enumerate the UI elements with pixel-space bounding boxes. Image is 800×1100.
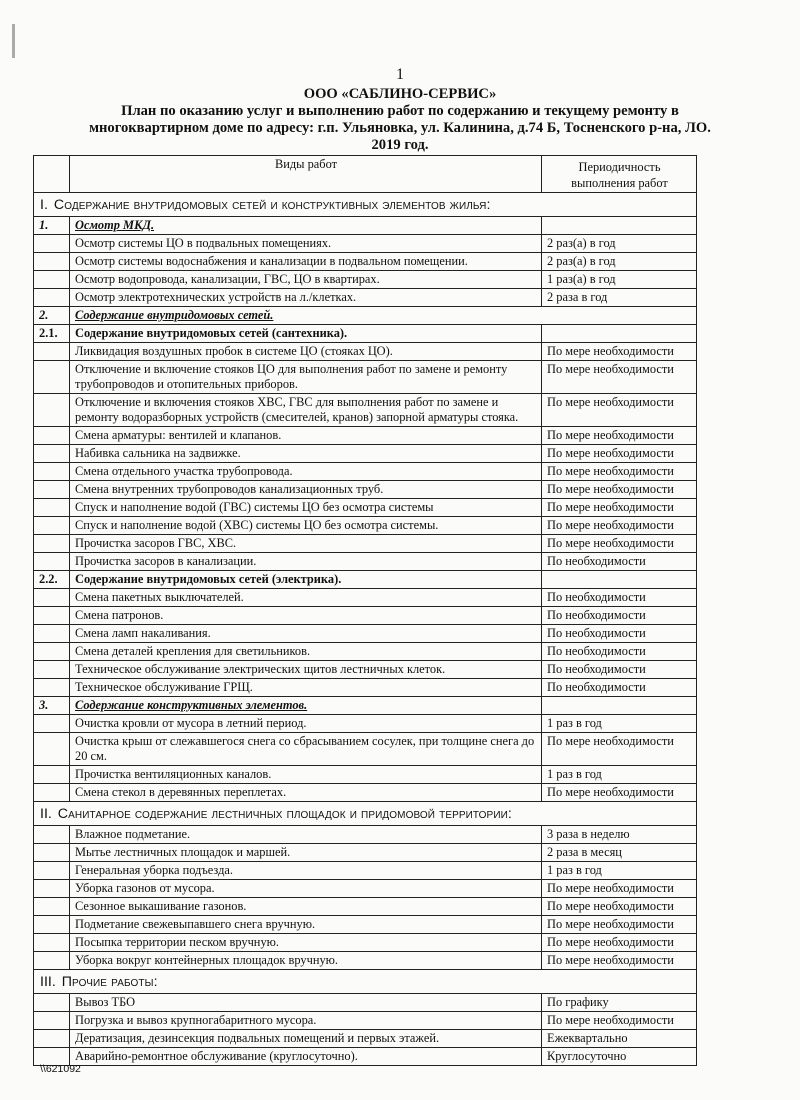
row-num-cell: [34, 994, 70, 1012]
row-num-cell: [34, 826, 70, 844]
row-num-cell: [34, 898, 70, 916]
plan-title-line: План по оказанию услуг и выполнению работ по содержанию и текущему ремонту в: [121, 103, 679, 119]
work-cell: Смена арматуры: вентилей и клапанов.: [70, 427, 542, 445]
row-num-cell: [34, 916, 70, 934]
table-row: [34, 517, 697, 535]
company-name: ООО «САБЛИНО-СЕРВИС»: [303, 86, 497, 102]
table-row: [34, 934, 697, 952]
row-num-cell: [34, 427, 70, 445]
table-row: [34, 1012, 697, 1030]
period-cell: По мере необходимости: [542, 427, 697, 445]
work-cell: Набивка сальника на задвижке.: [70, 445, 542, 463]
works-table: [33, 155, 697, 1066]
table-row: [34, 916, 697, 934]
subsection-period-empty: [542, 325, 697, 343]
period-cell: По мере необходимости: [542, 394, 697, 427]
work-cell: Техническое обслуживание электрических щитов лестничных клеток.: [70, 661, 542, 679]
period-cell: По необходимости: [542, 643, 697, 661]
header-works: Виды работ: [70, 156, 542, 193]
subsection-row: [34, 697, 697, 715]
period-cell: По мере необходимости: [542, 463, 697, 481]
row-num-cell: [34, 1012, 70, 1030]
row-num-cell: [34, 235, 70, 253]
row-num-cell: [34, 952, 70, 970]
table-row: [34, 661, 697, 679]
row-num-cell: [34, 607, 70, 625]
section-title: Санитарное содержание лестничных площадок и придомовой территории:: [57, 806, 512, 822]
row-num-cell: [34, 535, 70, 553]
section-number: III.: [40, 974, 56, 990]
row-num-cell: [34, 679, 70, 697]
subsection-title: [70, 325, 542, 343]
subsection-title-text: Содержание внутридомовых сетей (электрика).: [75, 572, 342, 586]
row-num-cell: [34, 589, 70, 607]
row-num-cell: [34, 844, 70, 862]
period-cell: По мере необходимости: [542, 445, 697, 463]
work-cell: Смена внутренних трубопроводов канализационных труб.: [70, 481, 542, 499]
subsection-period-empty: [542, 571, 697, 589]
period-cell: По необходимости: [542, 679, 697, 697]
work-cell: Уборка газонов от мусора.: [70, 880, 542, 898]
period-cell: По мере необходимости: [542, 535, 697, 553]
work-cell: Уборка вокруг контейнерных площадок вручную.: [70, 952, 542, 970]
work-cell: Прочистка засоров в канализации.: [70, 553, 542, 571]
section-title: Содержание внутридомовых сетей и конструктивных элементов жилья:: [53, 197, 491, 213]
period-cell: По мере необходимости: [542, 361, 697, 394]
subsection-title-text: Содержание внутридомовых сетей (сантехника).: [75, 326, 348, 340]
period-cell: По мере необходимости: [542, 916, 697, 934]
period-cell: 1 раз(а) в год: [542, 271, 697, 289]
table-row: [34, 394, 697, 427]
work-cell: Смена отдельного участка трубопровода.: [70, 463, 542, 481]
table-row: [34, 463, 697, 481]
work-cell: Отключение и включения стояков ХВС, ГВС для выполнения работ по замене и ремонту водоразборных устройств (смесителей, кранов) запорной арматуры стояка.: [70, 394, 542, 427]
period-cell: По необходимости: [542, 589, 697, 607]
table-row: [34, 715, 697, 733]
work-cell: Осмотр системы ЦО в подвальных помещениях.: [70, 235, 542, 253]
row-num-cell: [34, 271, 70, 289]
subsection-number: 3.: [34, 697, 70, 715]
work-cell: Прочистка вентиляционных каналов.: [70, 766, 542, 784]
row-num-cell: [34, 625, 70, 643]
row-num-cell: [34, 643, 70, 661]
period-cell: По мере необходимости: [542, 934, 697, 952]
row-num-cell: [34, 394, 70, 427]
row-num-cell: [34, 289, 70, 307]
subsection-title: [70, 307, 697, 325]
page-number: 1: [396, 66, 404, 83]
table-row: [34, 427, 697, 445]
table-row: [34, 271, 697, 289]
work-cell: Очистка кровли от мусора в летний период.: [70, 715, 542, 733]
subsection-number: 2.1.: [34, 325, 70, 343]
period-cell: По мере необходимости: [542, 1012, 697, 1030]
period-cell: По мере необходимости: [542, 499, 697, 517]
subsection-number: 2.: [34, 307, 70, 325]
row-num-cell: [34, 553, 70, 571]
table-row: [34, 553, 697, 571]
subsection-title: [70, 697, 542, 715]
table-row: [34, 844, 697, 862]
subsection-row: [34, 217, 697, 235]
table-row: [34, 607, 697, 625]
table-row: [34, 1030, 697, 1048]
period-cell: По мере необходимости: [542, 880, 697, 898]
work-cell: Подметание свежевыпавшего снега вручную.: [70, 916, 542, 934]
row-num-cell: [34, 733, 70, 766]
row-num-cell: [34, 934, 70, 952]
work-cell: Осмотр электротехнических устройств на л./клетках.: [70, 289, 542, 307]
section-title-cell: [34, 802, 697, 826]
section-number: I.: [40, 197, 48, 213]
work-cell: Смена деталей крепления для светильников.: [70, 643, 542, 661]
table-row: [34, 994, 697, 1012]
subsection-row: [34, 571, 697, 589]
period-cell: По мере необходимости: [542, 784, 697, 802]
period-cell: По графику: [542, 994, 697, 1012]
period-cell: 1 раз в год: [542, 766, 697, 784]
period-cell: 1 раз в год: [542, 715, 697, 733]
row-num-cell: [34, 517, 70, 535]
table-row: [34, 784, 697, 802]
row-num-cell: [34, 463, 70, 481]
document-heading: [30, 86, 770, 154]
table-row: [34, 625, 697, 643]
table-row: [34, 535, 697, 553]
scan-edge-mark: [12, 24, 15, 58]
section-header-row: [34, 970, 697, 994]
row-num-cell: [34, 661, 70, 679]
table-row: [34, 862, 697, 880]
period-cell: 2 раза в месяц: [542, 844, 697, 862]
work-cell: Очистка крыш от слежавшегося снега со сбрасыванием сосулек, при толщине снега до 20 см.: [70, 733, 542, 766]
header-periodicity: Периодичность выполнения работ: [542, 156, 697, 193]
work-cell: Генеральная уборка подъезда.: [70, 862, 542, 880]
table-row: [34, 733, 697, 766]
work-cell: Посыпка территории песком вручную.: [70, 934, 542, 952]
table-row: [34, 445, 697, 463]
period-cell: По мере необходимости: [542, 343, 697, 361]
row-num-cell: [34, 481, 70, 499]
period-cell: Ежеквартально: [542, 1030, 697, 1048]
table-row: [34, 643, 697, 661]
work-cell: Техническое обслуживание ГРЩ.: [70, 679, 542, 697]
period-cell: По мере необходимости: [542, 952, 697, 970]
table-header-row: [34, 156, 697, 193]
table-row: [34, 766, 697, 784]
work-cell: Смена пакетных выключателей.: [70, 589, 542, 607]
subsection-title-text: Содержание внутридомовых сетей.: [75, 308, 274, 322]
work-cell: Сезонное выкашивание газонов.: [70, 898, 542, 916]
section-title-cell: [34, 970, 697, 994]
work-cell: Смена стекол в деревянных переплетах.: [70, 784, 542, 802]
work-cell: Погрузка и вывоз крупногабаритного мусора.: [70, 1012, 542, 1030]
row-num-cell: [34, 343, 70, 361]
table-row: [34, 1048, 697, 1066]
work-cell: Ликвидация воздушных пробок в системе ЦО (стояках ЦО).: [70, 343, 542, 361]
row-num-cell: [34, 361, 70, 394]
section-header-row: [34, 193, 697, 217]
work-cell: Спуск и наполнение водой (ГВС) системы ЦО без осмотра системы: [70, 499, 542, 517]
section-title: Прочие работы:: [61, 974, 158, 990]
period-cell: Круглосуточно: [542, 1048, 697, 1066]
subsection-period-empty: [542, 697, 697, 715]
period-cell: По мере необходимости: [542, 517, 697, 535]
period-cell: По необходимости: [542, 607, 697, 625]
period-cell: 2 раз(а) в год: [542, 235, 697, 253]
subsection-row: [34, 325, 697, 343]
header-num-cell: [34, 156, 70, 193]
table-row: [34, 499, 697, 517]
row-num-cell: [34, 880, 70, 898]
work-cell: Отключение и включение стояков ЦО для выполнения работ по замене и ремонту трубопроводов и отопительных приборов.: [70, 361, 542, 394]
table-row: [34, 880, 697, 898]
plan-year: 2019 год.: [371, 137, 429, 153]
row-num-cell: [34, 445, 70, 463]
table-row: [34, 898, 697, 916]
subsection-period-empty: [542, 217, 697, 235]
section-title-cell: [34, 193, 697, 217]
period-cell: По необходимости: [542, 553, 697, 571]
period-cell: По необходимости: [542, 661, 697, 679]
row-num-cell: [34, 253, 70, 271]
row-num-cell: [34, 862, 70, 880]
period-cell: 2 раз(а) в год: [542, 253, 697, 271]
row-num-cell: [34, 766, 70, 784]
work-cell: Дератизация, дезинсекция подвальных помещений и первых этажей.: [70, 1030, 542, 1048]
document-code: \\621092: [40, 1063, 81, 1075]
work-cell: Мытье лестничных площадок и маршей.: [70, 844, 542, 862]
subsection-number: 2.2.: [34, 571, 70, 589]
table-row: [34, 481, 697, 499]
row-num-cell: [34, 1030, 70, 1048]
subsection-row: [34, 307, 697, 325]
table-row: [34, 235, 697, 253]
table-row: [34, 289, 697, 307]
table-row: [34, 343, 697, 361]
subsection-title-text: Содержание конструктивных элементов.: [75, 698, 308, 712]
period-cell: 2 раза в год: [542, 289, 697, 307]
subsection-number: 1.: [34, 217, 70, 235]
period-cell: По мере необходимости: [542, 733, 697, 766]
section-header-row: [34, 802, 697, 826]
period-cell: По мере необходимости: [542, 898, 697, 916]
table-row: [34, 253, 697, 271]
subsection-title: [70, 217, 542, 235]
plan-address-line: многоквартирном доме по адресу: г.п. Ульяновка, ул. Калинина, д.74 Б, Тосненского р-на, ЛО.: [89, 120, 711, 136]
table-row: [34, 826, 697, 844]
work-cell: Прочистка засоров ГВС, ХВС.: [70, 535, 542, 553]
table-row: [34, 361, 697, 394]
work-cell: Влажное подметание.: [70, 826, 542, 844]
section-number: II.: [40, 806, 52, 822]
row-num-cell: [34, 499, 70, 517]
table-row: [34, 679, 697, 697]
work-cell: Аварийно-ремонтное обслуживание (круглосуточно).: [70, 1048, 542, 1066]
row-num-cell: [34, 715, 70, 733]
table-row: [34, 952, 697, 970]
work-cell: Смена ламп накаливания.: [70, 625, 542, 643]
period-cell: 3 раза в неделю: [542, 826, 697, 844]
period-cell: 1 раз в год: [542, 862, 697, 880]
work-cell: Вывоз ТБО: [70, 994, 542, 1012]
period-cell: По необходимости: [542, 625, 697, 643]
table-row: [34, 589, 697, 607]
work-cell: Осмотр водопровода, канализации, ГВС, ЦО в квартирах.: [70, 271, 542, 289]
subsection-title-text: Осмотр МКД.: [75, 218, 155, 232]
subsection-title: [70, 571, 542, 589]
period-cell: По мере необходимости: [542, 481, 697, 499]
work-cell: Осмотр системы водоснабжения и канализации в подвальном помещении.: [70, 253, 542, 271]
work-cell: Смена патронов.: [70, 607, 542, 625]
work-cell: Спуск и наполнение водой (ХВС) системы ЦО без осмотра системы.: [70, 517, 542, 535]
row-num-cell: [34, 784, 70, 802]
